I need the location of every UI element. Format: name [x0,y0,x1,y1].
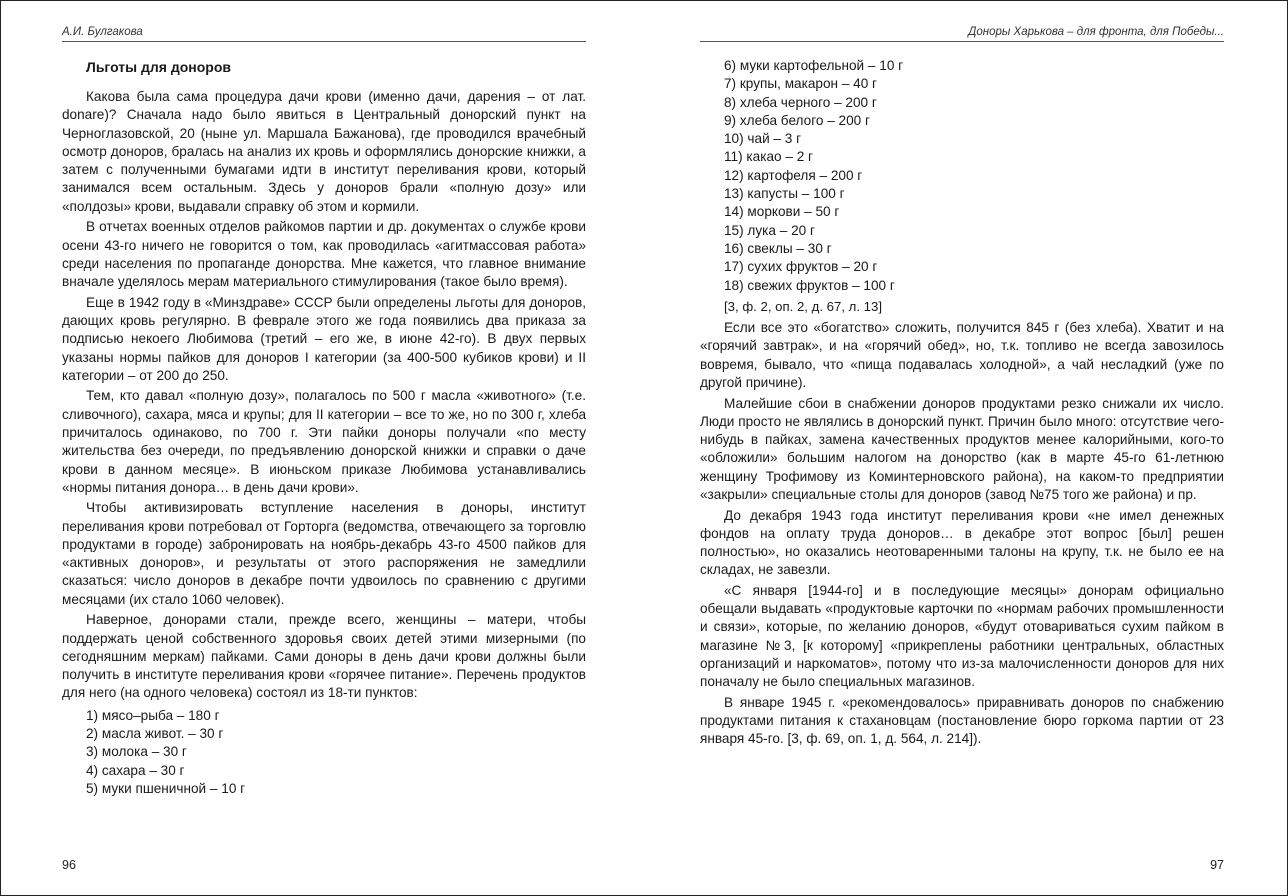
ration-list [86,707,586,798]
paragraph: Какова была сама процедура дачи крови (именно дачи, дарения – от лат. donare)? Сначала надо было явиться в Центральный донорский пункт на Черноглазовской, 20 (ныне ул. Маршала Бажанова), где проводился врачебный осмотр доноров, бралась на анализ их кровь и оформлялись донорские книжки, а затем с полученными бумагами идти в институт переливания крови, который занимался всем остальным. Здесь у доноров брали «полную дозу» или «полдозы» крови, выдавали справку об этом и кормили. [62,89,586,214]
list-item: 3) молока – 30 г [86,744,187,760]
list-item: 6) муки картофельной – 10 г [724,58,904,73]
paragraph: Если все это «богатство» сложить, получится 845 г (без хлеба). Хватит и на «горячий завтрак», и на «горячий обед», но, т.к. топливо не всегда завозилось вовремя, бывало, что «пища подавалась холодной», а чай несладкий (уже по другой причине). [700,320,1224,391]
page-number: 96 [62,858,76,872]
right-page [700,1,1224,895]
list-item: 12) картофеля – 200 г [724,167,863,183]
page-number: 97 [1210,858,1224,872]
paragraph: «С января [1944-го] и в последующие месяцы» донорам официально обещали выдавать «продуктовые карточки по «нормам рабочих промышленности и связи», которые, по желанию доноров, «будут отовариваться сухим пайком в магазине №3, [к которому] «прикреплены работники центральных, областных организаций и наркоматов», потому что из-за малочисленности доноров для них поначалу не было специальных магазинов. [700,582,1224,690]
list-item: 18) свежих фруктов – 100 г [724,277,895,293]
list-item: 13) капусты – 100 г [724,186,845,202]
paragraph: Тем, кто давал «полную дозу», полагалось по 500 г масла «животного» (т.е. сливочного), сахара, мяса и крупы; для II категории – все то же, но по 300 г, хлеба причиталось одинаково, по 700 г. Эти пайки доноры получали «по месту жительства без очереди, по предъявлению донорской книжки и справки о даче крови в данном месяце». В июньском приказе Любимова устанавливались «нормы питания донора… в день дачи крови». [62,388,586,495]
list-item: 1) мясо–рыба – 180 г [86,707,220,723]
archive-citation: [3, ф. 2, оп. 2, д. 67, л. 13] [724,298,883,314]
list-item: 10) чай – 3 г [724,131,802,147]
list-item: 16) свеклы – 30 г [724,240,832,256]
ration-list-continued [724,57,1224,295]
paragraph: В отчетах военных отделов райкомов партии и др. документах о службе крови осени 43-го ничего не говорится о том, как проводилась «агитмассовая работа» среди населения по пропаганде донорства. Мне кажется, что главное внимание вначале уделялось мерам материального стимулирования (такое было время). [62,219,586,290]
list-item: 17) сухих фруктов – 20 г [724,259,878,275]
section-heading: Льготы для доноров [86,59,231,75]
list-item: 11) какао – 2 г [724,149,813,165]
paragraph: Еще в 1942 году в «Минздраве» СССР были определены льготы для доноров, дающих кровь регулярно. В феврале этого же года появились два приказа за подписью некоего Любимова (третий – его же, в июне 42-го). В двух первых указаны нормы пайков для доноров I категории (за 400-500 кубиков крови) и II категории – от 200 до 250. [62,294,586,383]
paragraph: Наверное, донорами стали, прежде всего, женщины – матери, чтобы поддержать ценой собственного здоровья своих детей этими мизерными (по сегодняшним меркам) пайками. Сами доноры в день дачи крови должны были получить в институте переливания крови «горячее питание». Перечень продуктов для него (на одного человека) состоял из 18-ти пунктов: [62,612,586,701]
paragraph: В январе 1945 г. «рекомендовалось» приравнивать доноров по снабжению продуктами питания к стахановцам (постановление бюро горкома партии от 23 января 45-го. [3, ф. 69, оп. 1, д. 564, л. 214]). [700,694,1224,747]
right-page-content [700,57,1224,751]
left-page [62,1,586,895]
list-item: 2) масла живот. – 30 г [86,726,224,742]
list-item: 8) хлеба черного – 200 г [724,94,877,110]
list-item: 5) муки пшеничной – 10 г [86,780,246,796]
running-head-title: Доноры Харькова – для фронта, для Победы... [700,26,1224,42]
list-item: 15) лука – 20 г [724,222,815,238]
list-item: 14) моркови – 50 г [724,204,840,220]
running-head-author: А.И. Булгакова [62,26,586,42]
list-item: 7) крупы, макарон – 40 г [724,76,878,92]
paragraph: Чтобы активизировать вступление населения в доноры, институт переливания крови потребовал от Горторга (ведомства, отвечающего за торговлю продуктами в городе) забронировать на ноябрь-декабрь 43-го 4500 пайков для «активных доноров», и результаты от этого распоряжения не замедлили сказаться: число доноров в декабре почти удвоилось по сравнению с другими месяцами (их стало 1060 человек). [62,500,586,607]
left-page-content [62,58,586,798]
list-item: 9) хлеба белого – 200 г [724,112,870,128]
list-item: 4) сахара – 30 г [86,762,185,778]
paragraph: До декабря 1943 года институт переливания крови «не имел денежных фондов на оплату труда доноров… в декабре этот вопрос [был] решен полностью», но оказались неотоваренными талоны на крупу, т.к. не было ее на складах, не завезли. [700,507,1224,578]
paragraph: Малейшие сбои в снабжении доноров продуктами резко снижали их число. Люди просто не являлись в донорский пункт. Причин было много: отсутствие чего-нибудь в пайках, замена качественных продуктов менее калорийными, кого-то «обложили» большим налогом на донорство (как в марте 45-го 61-летнюю женщину Трофимову из Коминтерновского района), на каком-то предприятии «закрыли» специальные столы для доноров (завод №75 того же района) и пр. [700,395,1224,503]
